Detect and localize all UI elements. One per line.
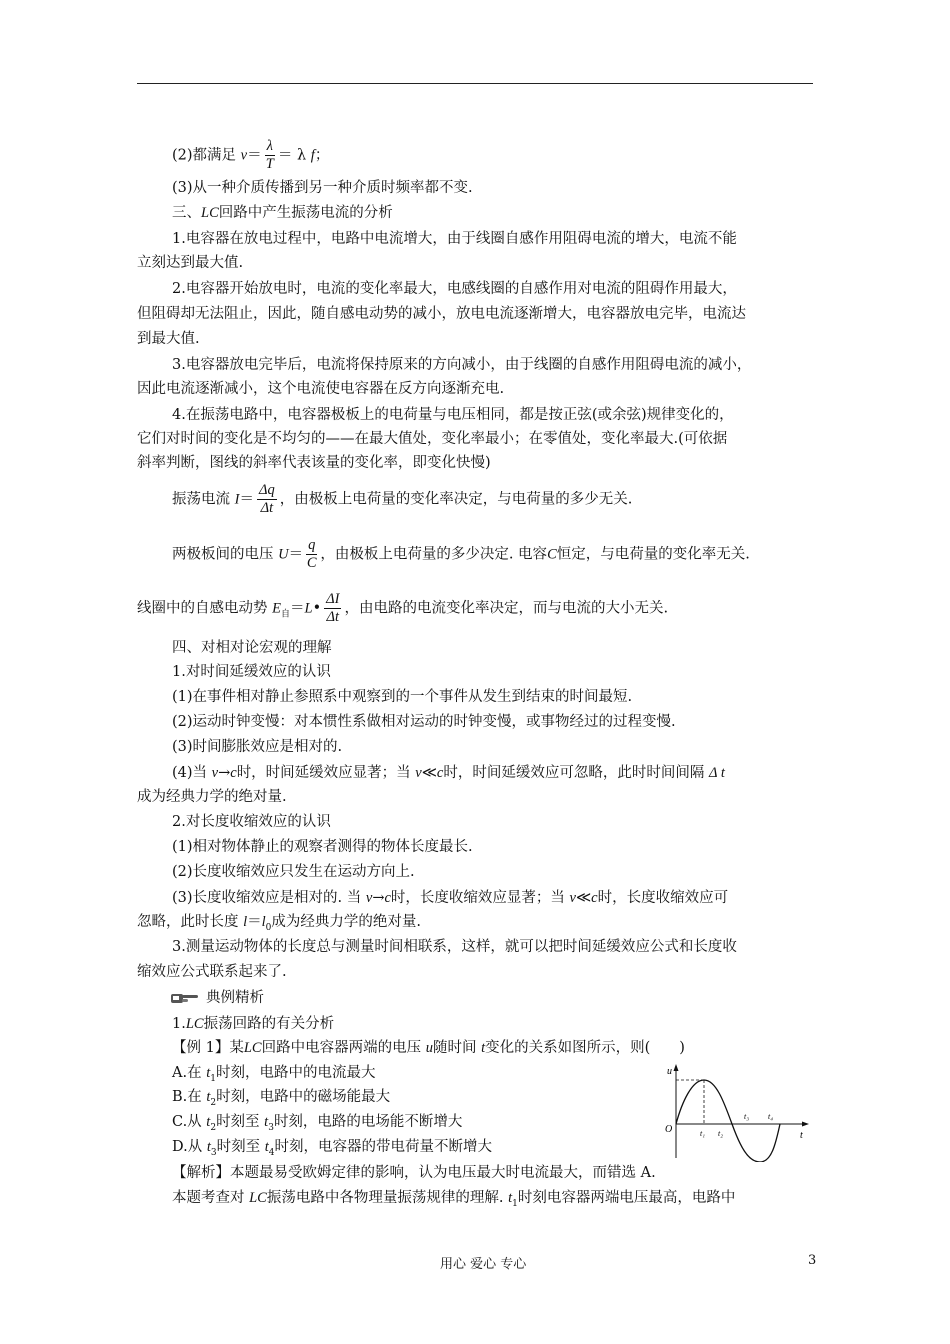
paragraph-line: (3)时间膨胀效应是相对的.: [172, 739, 343, 755]
paragraph-line: 4.在振荡电路中，电容器极板上的电荷量与电压相同，都是按正弦(或余弦)规律变化的，: [172, 407, 734, 423]
paragraph-line: 3.电容器放电完毕后，电流将保持原来的方向减小，由于线圈的自感作用阻碍电流的减小，: [172, 357, 752, 373]
paragraph-line: (3)从一种介质传播到另一种介质时频率都不变.: [172, 180, 473, 196]
y-axis-label: u: [667, 1066, 672, 1077]
paragraph-line: 2.电容器开始放电时，电流的变化率最大，电感线圈的自感作用对电流的阻碍作用最大，: [172, 281, 737, 297]
paragraph-line: 但阻碍却无法阻止，因此，随自感电动势的减小，放电电流逐渐增大，电容器放电完毕，电流达: [137, 306, 746, 322]
voltage-curve: [676, 1080, 780, 1162]
footer-motto: 用心 爱心 专心: [440, 1257, 527, 1272]
section-3-heading: 三、LC回路中产生振荡电流的分析: [172, 205, 393, 221]
paragraph-line: 成为经典力学的绝对量.: [137, 789, 287, 805]
tick-t2-label: t₂: [718, 1129, 724, 1138]
example-title: 1.LC振荡回路的有关分析: [172, 1016, 335, 1032]
y-axis-arrow: [674, 1064, 679, 1071]
paragraph-line: (1)相对物体静止的观察者测得的物体长度最长.: [172, 839, 473, 855]
wave-formula-line: (2)都满足 v＝ $\frac{\lambda}{T}$ ＝ λ f；: [172, 138, 330, 172]
paragraph-line: (4)当 v→c时，时间延缓效应显著；当 v≪c时，时间延缓效应可忽略，此时时间间隔 Δ t: [172, 765, 725, 781]
tick-t4-label: t₄: [768, 1112, 774, 1121]
paragraph-line: 斜率判断，图线的斜率代表该量的变化率，即变化快慢): [137, 455, 491, 471]
paragraph-line: 到最大值.: [137, 331, 200, 347]
paragraph-line: (1)在事件相对静止参照系中观察到的一个事件从发生到结束的时间最短.: [172, 689, 633, 705]
paragraph-line: (2)运动时钟变慢：对本惯性系做相对运动的时钟变慢，或事物经过的过程变慢.: [172, 714, 676, 730]
paragraph-line: 立刻达到最大值.: [137, 255, 244, 271]
subsection-heading: 1.对时间延缓效应的认识: [172, 664, 331, 680]
q-over-C-fraction: $\frac{q}{C}$: [306, 537, 317, 571]
section-4-heading: 四、对相对论宏观的理解: [172, 640, 332, 656]
dq-over-dt-fraction: $\frac{\Delta q}{\Delta t}$: [258, 482, 275, 516]
question-stem: 【例 1】某LC回路中电容器两端的电压 u随时间 t变化的关系如图所示，则( ): [172, 1040, 685, 1056]
paragraph-line: 因此电流逐渐减小，这个电流使电容器在反方向逐渐充电.: [137, 381, 505, 397]
header-rule: [137, 83, 813, 84]
voltage-formula-line: 两极板间的电压 U＝ $\frac{q}{C}$ ，由极板上电荷量的多少决定. 电容C恒定，与电荷量的变化率无关.: [172, 537, 750, 571]
x-axis-arrow: [802, 1122, 809, 1127]
page-number: 3: [808, 1253, 817, 1268]
current-formula-line: 振荡电流 I＝ $\frac{\Delta q}{\Delta t}$ ，由极板上电荷量的变化率决定，与电荷量的多少无关.: [172, 482, 633, 516]
paragraph-line: (2)长度收缩效应只发生在运动方向上.: [172, 864, 415, 880]
option-d: D.从 $t_3$时刻至 $t_4$时刻，电容器的带电荷量不断增大: [172, 1139, 492, 1158]
option-c: C.从 $t_2$时刻至 $t_3$时刻，电路的电场能不断增大: [172, 1114, 463, 1133]
paragraph-line: 3.测量运动物体的长度总与测量时间相联系，这样，就可以把时间延缓效应公式和长度收: [172, 939, 737, 955]
analysis-line: 【解析】本题最易受欧姆定律的影响，认为电压最大时电流最大，而错选 A.: [172, 1165, 656, 1181]
paragraph-line: 1.电容器在放电过程中，电路中电流增大，由于线圈自感作用阻碍电流的增大，电流不能: [172, 231, 737, 247]
paragraph-line: 忽略，此时长度 $l=l_0$成为经典力学的绝对量.: [137, 914, 422, 933]
emf-formula-line: 线圈中的自感电动势 $E_自=L•$ $\frac{\Delta I}{\Delta t}$ ，由电路的电流变化率决定，而与电流的大小无关.: [137, 591, 669, 625]
example-header: 典例精析: [170, 988, 264, 1008]
subsection-heading: 2.对长度收缩效应的认识: [172, 814, 331, 830]
tick-t1-label: t₁: [700, 1129, 706, 1138]
paragraph-line: 它们对时间的变化是不均匀的——在最大值处，变化率最小；在零值处，变化率最大.(可依据: [137, 431, 728, 447]
option-a: A.在 $t_1$时刻，电路中的电流最大: [172, 1065, 376, 1084]
origin-label: O: [665, 1124, 673, 1135]
analysis-line: 本题考查对 LC振荡电路中各物理量振荡规律的理解. $t_1$时刻电容器两端电压最高，电路中: [172, 1190, 736, 1209]
paragraph-line: 缩效应公式联系起来了.: [137, 964, 287, 980]
voltage-time-graph: [664, 1062, 812, 1162]
option-b: B.在 $t_2$时刻，电路中的磁场能最大: [172, 1089, 391, 1108]
pointing-hand-icon: [170, 991, 200, 1005]
dI-over-dt-fraction: $\frac{\Delta I}{\Delta t}$: [326, 591, 340, 625]
paragraph-line: (3)长度收缩效应是相对的. 当 v→c时，长度收缩效应显著；当 v≪c时，长度收缩效应可: [172, 890, 729, 906]
x-axis-label: t: [800, 1130, 803, 1141]
tick-t3-label: t₃: [744, 1112, 750, 1121]
lambda-over-T-fraction: $\frac{\lambda}{T}$: [265, 138, 274, 172]
